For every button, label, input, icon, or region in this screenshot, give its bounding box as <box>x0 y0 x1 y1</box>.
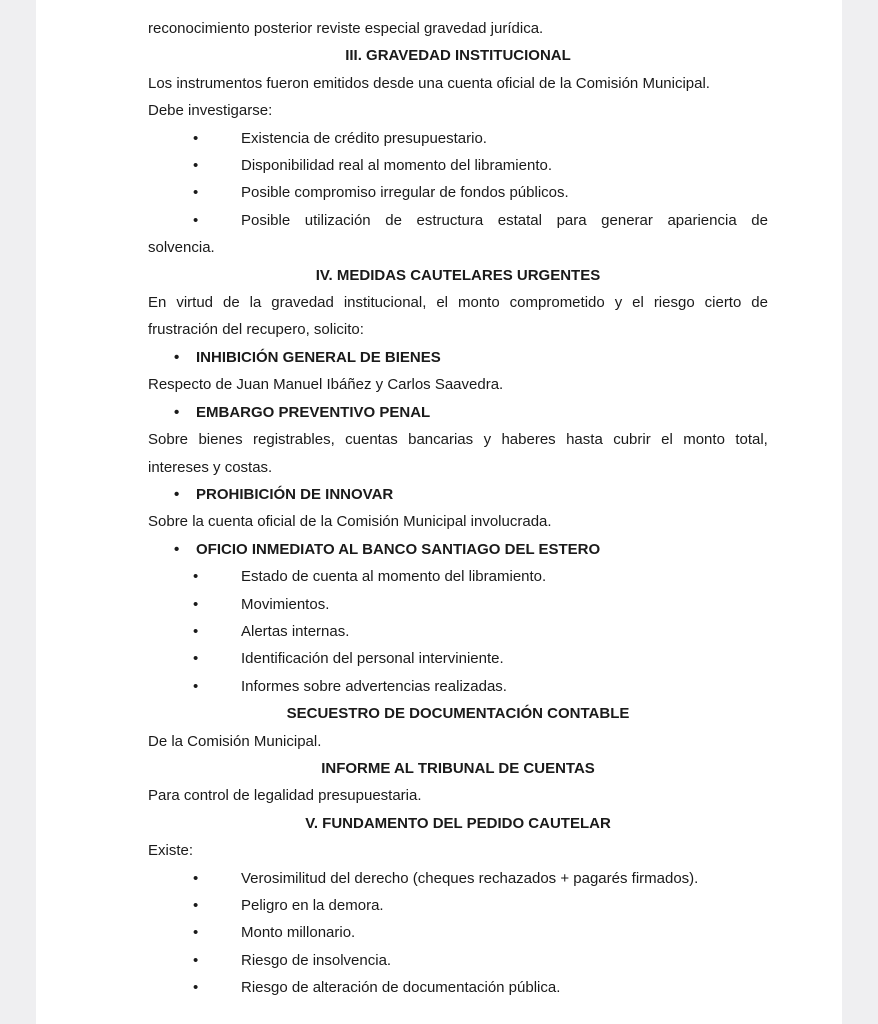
list-item <box>148 865 768 892</box>
word: comprometido <box>509 294 605 312</box>
document-page <box>36 0 842 1024</box>
list-item-text: Posible compromiso irregular de fondos públicos. <box>241 184 569 202</box>
list-item <box>148 618 768 645</box>
word: monto <box>458 294 500 312</box>
list-item <box>148 919 768 946</box>
word: hasta <box>566 431 603 449</box>
bullet-icon: • <box>193 184 199 202</box>
list-item-text: Alertas internas. <box>241 622 350 640</box>
list-item-text: Estado de cuenta al momento del libramiento. <box>241 568 547 586</box>
paragraph: Debe investigarse: <box>148 102 273 120</box>
subheading-secuestro: SECUESTRO DE DOCUMENTACIÓN CONTABLE <box>286 705 630 723</box>
section-heading-medidas-cautelares: IV. MEDIDAS CAUTELARES URGENTES <box>315 266 601 284</box>
word: virtud <box>176 294 214 312</box>
list-item <box>148 892 768 919</box>
bullet-icon: • <box>193 897 199 914</box>
section-heading-gravedad-institucional: III. GRAVEDAD INSTITUCIONAL <box>345 47 571 65</box>
measure-text-line: intereses y costas. <box>148 458 273 476</box>
word: de <box>385 211 402 229</box>
word: de <box>751 211 768 229</box>
paragraph-justified-line <box>148 289 768 316</box>
bullet-icon: • <box>174 540 180 558</box>
word: Posible <box>241 211 291 229</box>
paragraph: De la Comisión Municipal. <box>148 732 322 750</box>
list-item-text: Verosimilitud del derecho (cheques rechazados + pagarés firmados). <box>241 869 699 887</box>
measure-text-justified-line <box>148 426 768 453</box>
word: estructura <box>416 211 484 229</box>
measure-title <box>148 481 768 508</box>
bullet-icon: • <box>174 485 180 503</box>
word: la <box>249 294 262 312</box>
word: haberes <box>501 431 556 449</box>
list-item <box>148 207 768 234</box>
list-item <box>148 179 768 206</box>
bullet-icon: • <box>193 595 199 613</box>
list-item-text: Riesgo de insolvencia. <box>241 951 392 969</box>
measure-title <box>148 399 768 426</box>
list-item <box>148 125 768 152</box>
paragraph-line: frustración del recupero, solicito: <box>148 321 364 339</box>
word: bancarias <box>408 431 474 449</box>
document-content <box>148 15 768 1002</box>
bullet-icon: • <box>193 677 199 695</box>
word: cubrir <box>613 431 651 449</box>
list-item-text: Existencia de crédito presupuestario. <box>241 129 487 147</box>
list-item-continuation: solvencia. <box>148 239 215 257</box>
word: registrables, <box>253 431 335 449</box>
subheading-informe-tribunal: INFORME AL TRIBUNAL DE CUENTAS <box>321 759 595 777</box>
word: el <box>632 294 644 312</box>
list-item-text: Identificación del personal interviniente. <box>241 650 504 668</box>
word: monto <box>683 431 725 449</box>
word: En <box>148 294 167 312</box>
paragraph: Para control de legalidad presupuestaria. <box>148 787 422 805</box>
word: para <box>556 211 587 229</box>
word: utilización <box>304 211 371 229</box>
word: cuentas <box>345 431 398 449</box>
measure-title <box>148 344 768 371</box>
word: Sobre <box>148 431 189 449</box>
measure-title-text: EMBARGO PREVENTIVO PENAL <box>196 403 431 421</box>
word: y <box>483 431 492 449</box>
paragraph: Existe: <box>148 842 194 860</box>
bullet-icon: • <box>193 568 199 586</box>
bullet-icon: • <box>193 211 199 229</box>
word: el <box>436 294 449 312</box>
list-item <box>148 673 768 700</box>
list-item <box>148 591 768 618</box>
measure-title <box>148 536 768 563</box>
measure-title-text: OFICIO INMEDIATO AL BANCO SANTIAGO DEL ESTERO <box>196 540 601 558</box>
word: el <box>661 431 673 449</box>
measure-text: Respecto de Juan Manuel Ibáñez y Carlos Saavedra. <box>148 376 504 394</box>
list-item-text: Disponibilidad real al momento del libramiento. <box>241 157 552 175</box>
list-item <box>148 152 768 179</box>
word: gravedad <box>271 294 334 312</box>
list-item-text: Monto millonario. <box>241 924 356 942</box>
measure-title-text: PROHIBICIÓN DE INNOVAR <box>196 485 394 503</box>
bullet-icon: • <box>174 348 180 366</box>
list-item <box>148 947 768 974</box>
list-item-text: Movimientos. <box>241 595 330 613</box>
list-item <box>148 563 768 590</box>
list-item-text: Peligro en la demora. <box>241 897 384 914</box>
list-item <box>148 974 768 1001</box>
paragraph: Los instrumentos fueron emitidos desde una cuenta oficial de la Comisión Municipal. <box>148 74 710 92</box>
bullet-icon: • <box>193 924 199 942</box>
measure-text: Sobre la cuenta oficial de la Comisión Municipal involucrada. <box>148 513 552 531</box>
bullet-icon: • <box>193 869 199 887</box>
word: apariencia <box>667 211 737 229</box>
list-item-text: Informes sobre advertencias realizadas. <box>241 677 507 695</box>
word: y <box>614 294 623 312</box>
word: institucional, <box>343 294 427 312</box>
bullet-icon: • <box>193 129 199 147</box>
list-item <box>148 645 768 672</box>
paragraph-intro-tail: reconocimiento posterior reviste especial gravedad jurídica. <box>148 20 544 37</box>
bullet-icon: • <box>193 157 199 175</box>
measure-title-text: INHIBICIÓN GENERAL DE BIENES <box>196 348 441 366</box>
word: riesgo <box>653 294 695 312</box>
bullet-icon: • <box>193 650 199 668</box>
list-item-text: Riesgo de alteración de documentación pública. <box>241 979 561 997</box>
word: generar <box>601 211 653 229</box>
section-heading-fundamento: V. FUNDAMENTO DEL PEDIDO CAUTELAR <box>305 814 611 832</box>
word: estatal <box>497 211 542 229</box>
word: de <box>222 294 240 312</box>
bullet-icon: • <box>174 403 180 421</box>
bullet-icon: • <box>193 979 199 997</box>
word: de <box>751 294 768 312</box>
bullet-icon: • <box>193 622 199 640</box>
word: total, <box>735 431 768 449</box>
word: bienes <box>198 431 243 449</box>
list-item-text-justified <box>241 207 768 234</box>
bullet-icon: • <box>193 951 199 969</box>
word: cierto <box>704 294 742 312</box>
